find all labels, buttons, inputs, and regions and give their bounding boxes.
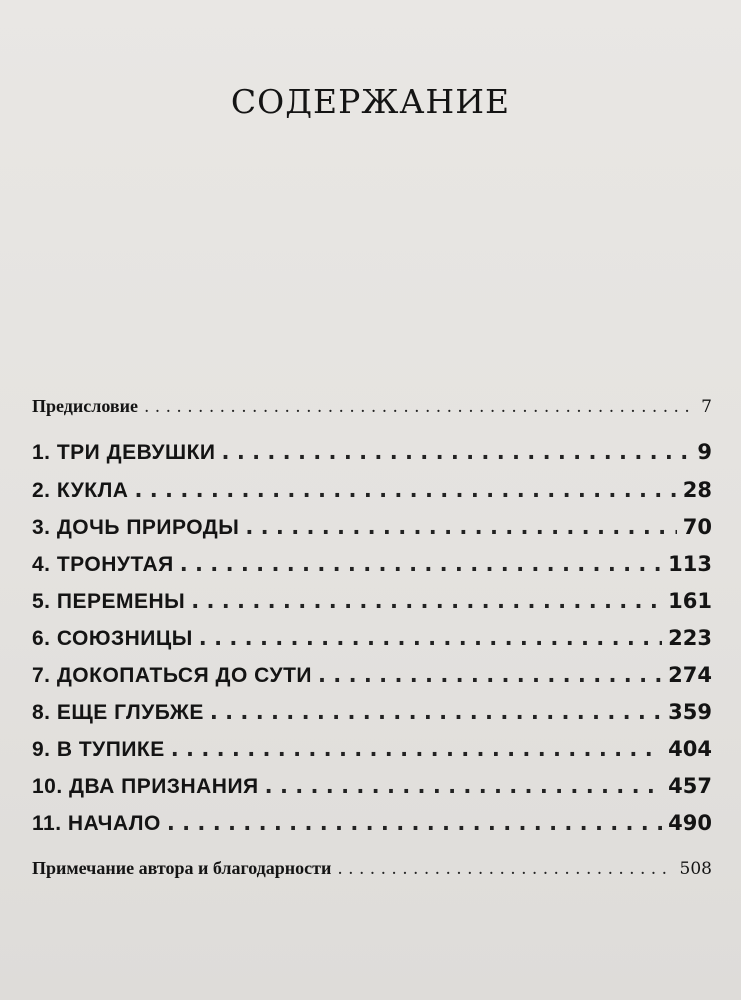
toc-entry-chapter-4 (32, 552, 712, 577)
toc-entry-label: 8. ЕЩЕ ГЛУБЖЕ (32, 701, 204, 724)
toc-entry-chapter-6 (32, 626, 712, 651)
toc-entry-page: 359 (668, 700, 712, 724)
toc-entry-label: 9. В ТУПИКЕ (32, 738, 165, 761)
toc-entry-page: 7 (701, 397, 712, 417)
page-title: СОДЕРЖАНИЕ (230, 82, 511, 121)
toc-entry-label: 2. КУКЛА (32, 479, 129, 502)
toc-entry-page: 404 (668, 737, 712, 761)
toc-entry-chapter-1 (32, 440, 712, 465)
toc-leader-dots (191, 589, 662, 613)
toc-entry-page: 223 (668, 626, 712, 650)
toc-entry-label: 11. НАЧАЛО (32, 812, 161, 835)
toc-entry-page: 508 (679, 859, 712, 879)
toc-entry-chapter-9 (32, 737, 712, 762)
toc-entry-page: 161 (668, 589, 712, 613)
toc-entry-chapter-3 (32, 515, 712, 540)
toc-leader-dots (265, 774, 663, 798)
toc-entry-label: 10. ДВА ПРИЗНАНИЯ (32, 775, 259, 798)
toc-entry-label: 5. ПЕРЕМЕНЫ (32, 590, 186, 613)
toc-entry-page: 28 (682, 478, 712, 502)
toc-entry-label: Предисловие (32, 396, 138, 416)
toc-entry-label: Примечание автора и благодарности (32, 858, 332, 878)
toc-entry-page: 70 (682, 515, 712, 539)
toc-entry-chapter-10 (32, 774, 712, 799)
toc-leader-dots (144, 397, 695, 417)
toc-entry-label: 4. ТРОНУТАЯ (32, 553, 174, 576)
toc-entry-label: 3. ДОЧЬ ПРИРОДЫ (32, 516, 240, 539)
toc-entry-preface (32, 396, 712, 417)
toc-entry-page: 274 (668, 663, 712, 687)
toc-entry-chapter-11 (32, 811, 712, 836)
toc-entry-label: 7. ДОКОПАТЬСЯ ДО СУТИ (32, 664, 313, 687)
toc-leader-dots (337, 859, 673, 879)
toc-leader-dots (134, 478, 676, 502)
toc-entry-chapter-2 (32, 478, 712, 503)
toc-leader-dots (318, 663, 662, 687)
toc-entry-chapter-7 (32, 663, 712, 688)
toc-entry-page: 457 (668, 774, 712, 798)
toc-leader-dots (210, 700, 662, 724)
toc-entry-page: 113 (668, 552, 712, 576)
toc-entry-afterword (32, 858, 712, 879)
toc-entry-chapter-5 (32, 589, 712, 614)
toc-leader-dots (180, 552, 662, 576)
toc-leader-dots (171, 737, 662, 761)
toc-leader-dots (167, 811, 662, 835)
toc-leader-dots (199, 626, 662, 650)
toc-entry-page: 490 (668, 811, 712, 835)
toc-leader-dots (222, 440, 692, 464)
toc-entry-label: 1. ТРИ ДЕВУШКИ (32, 441, 216, 464)
toc-entry-page: 9 (697, 440, 712, 464)
toc-entry-chapter-8 (32, 700, 712, 725)
toc-entry-label: 6. СОЮЗНИЦЫ (32, 627, 193, 650)
toc-leader-dots (245, 515, 676, 539)
